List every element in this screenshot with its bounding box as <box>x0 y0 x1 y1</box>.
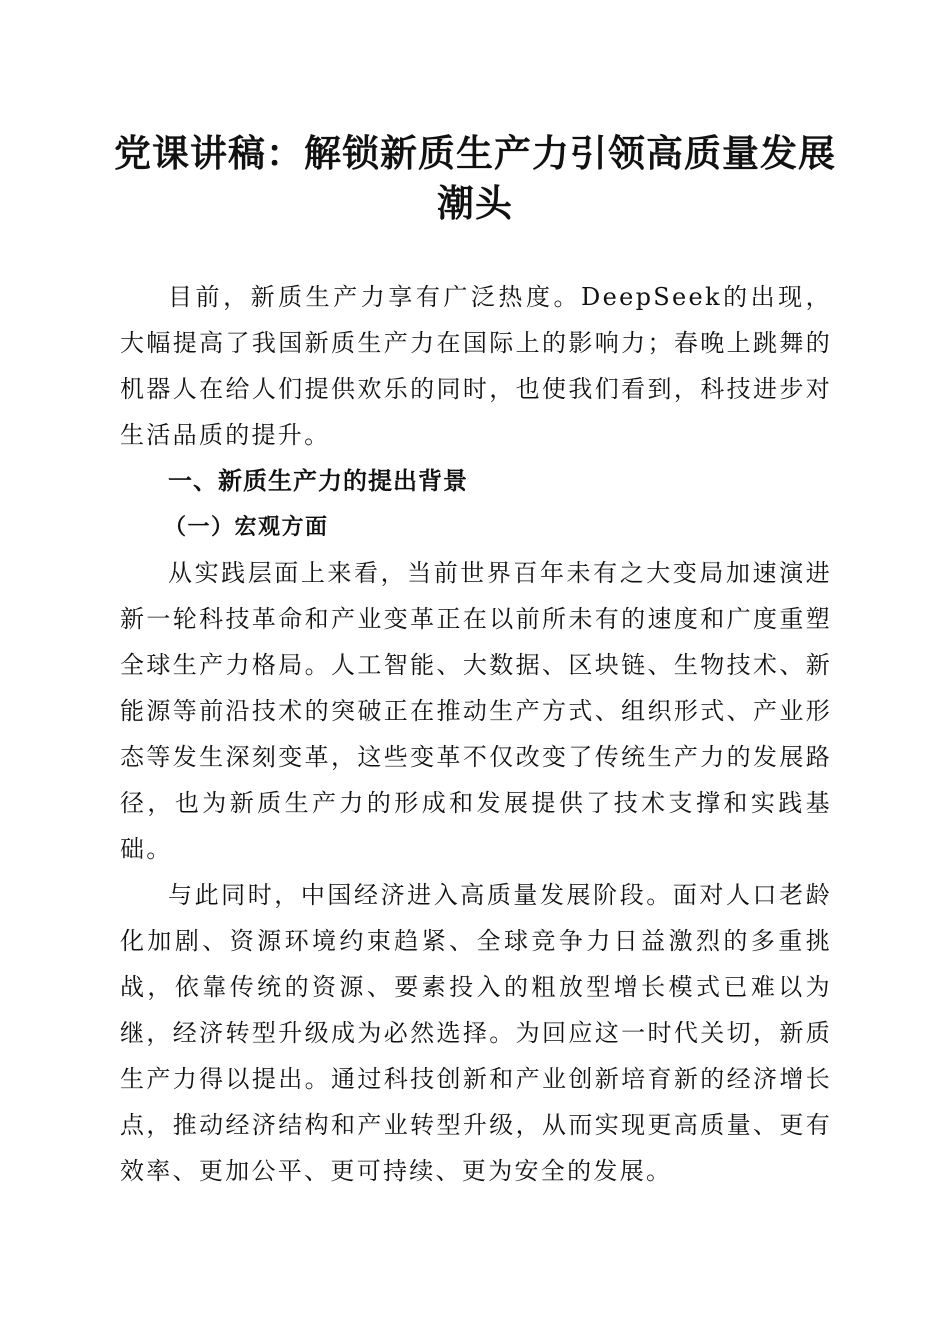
document-title: 党课讲稿：解锁新质生产力引领高质量发展潮头 <box>114 131 836 225</box>
section-heading-background: 一、新质生产力的提出背景 <box>168 467 468 495</box>
document-body <box>120 274 832 1194</box>
paragraph-high-quality: 与此同时，中国经济进入高质量发展阶段。面对人口老龄化加剧、资源环境约束趋紧、全球竞争力日益激烈的多重挑战，依靠传统的资源、要素投入的粗放型增长模式已难以为继，经济转型升级成为必然选择。为回应这一时代关切，新质生产力得以提出。通过科技创新和产业创新培育新的经济增长点，推动经济结构和产业转型升级，从而实现更高质量、更有效率、更加公平、更可持续、更为安全的发展。 <box>120 881 832 1185</box>
intro-paragraph: 目前，新质生产力享有广泛热度。DeepSeek的出现，大幅提高了我国新质生产力在国际上的影响力；春晚上跳舞的机器人在给人们提供欢乐的同时，也使我们看到，科技进步对生活品质的提升。 <box>120 283 832 449</box>
subsection-heading-macro: （一）宏观方面 <box>164 514 329 540</box>
paragraph-practice: 从实践层面上来看，当前世界百年未有之大变局加速演进新一轮科技革命和产业变革正在以前所未有的速度和广度重塑全球生产力格局。人工智能、大数据、区块链、生物技术、新能源等前沿技术的突破正在推动生产方式、组织形式、产业形态等发生深刻变革，这些变革不仅改变了传统生产力的发展路径，也为新质生产力的形成和发展提供了技术支撑和实践基础。 <box>120 559 832 863</box>
